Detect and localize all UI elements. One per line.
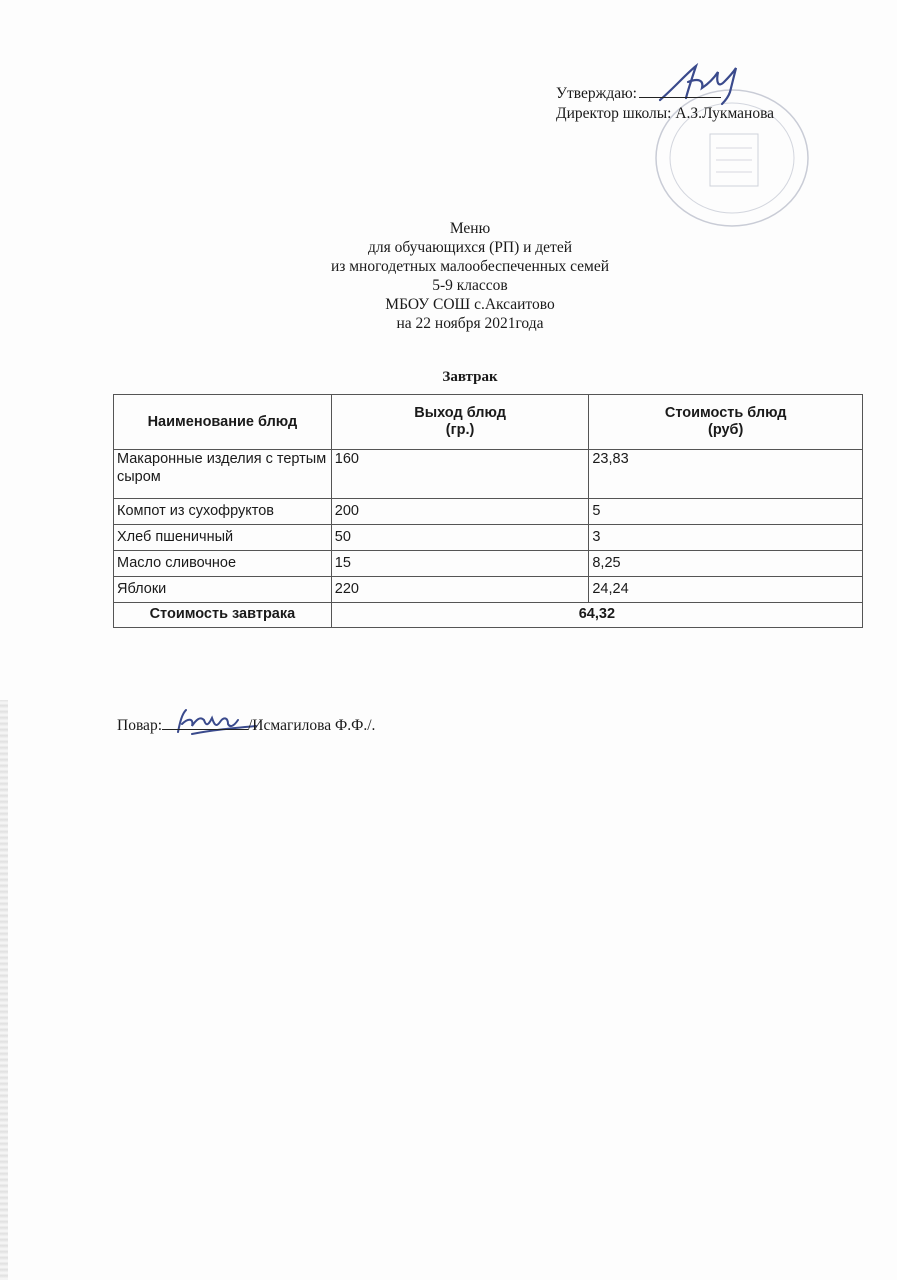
title-line-5: МБОУ СОШ с.Аксаитово — [385, 296, 555, 313]
total-row — [114, 603, 863, 628]
dish-name-cell: Макаронные изделия с тертым сыром — [114, 450, 332, 499]
dish-price-cell: 8,25 — [589, 551, 863, 577]
total-value-cell: 64,32 — [331, 603, 862, 628]
title-line-6: на 22 ноября 2021года — [396, 315, 544, 332]
cook-label: Повар: — [117, 717, 162, 734]
table-row — [114, 499, 863, 525]
table-row — [114, 450, 863, 499]
director-line: Директор школы: А.З.Лукманова — [556, 105, 775, 122]
dish-name-cell: Масло сливочное — [114, 551, 332, 577]
cook-signature-line — [162, 715, 248, 730]
dish-weight-cell: 220 — [331, 577, 589, 603]
director-signature-line — [639, 97, 721, 98]
table-row — [114, 577, 863, 603]
dish-price-cell: 5 — [589, 499, 863, 525]
header-dish-name — [114, 395, 332, 450]
dish-price-cell: 23,83 — [589, 450, 863, 499]
table-header-row — [114, 395, 863, 450]
cook-signature-block — [117, 715, 375, 735]
header-dish-name-text: Наименование блюд — [147, 413, 298, 430]
approve-label: Утверждаю: — [556, 85, 637, 102]
dish-name-cell: Яблоки — [114, 577, 332, 603]
header-weight-line1: Выход блюд — [414, 405, 506, 421]
header-price-line2: (руб) — [708, 422, 744, 438]
dish-weight-cell: 160 — [331, 450, 589, 499]
cook-name: /Исмагилова Ф.Ф./. — [248, 717, 376, 734]
header-price-line1: Стоимость блюд — [664, 405, 787, 421]
dish-weight-cell: 15 — [331, 551, 589, 577]
document-title — [230, 219, 710, 333]
header-weight-line2: (гр.) — [445, 422, 475, 438]
menu-table — [113, 394, 863, 628]
title-line-4: 5-9 классов — [432, 277, 508, 294]
scan-edge-noise — [0, 700, 8, 1280]
table-row — [114, 551, 863, 577]
approval-block — [556, 84, 774, 123]
table-row — [114, 525, 863, 551]
dish-name-cell: Хлеб пшеничный — [114, 525, 332, 551]
header-weight — [331, 395, 589, 450]
meal-title: Завтрак — [442, 369, 498, 385]
dish-price-cell: 24,24 — [589, 577, 863, 603]
dish-price-cell: 3 — [589, 525, 863, 551]
total-label-cell: Стоимость завтрака — [114, 603, 332, 628]
header-price — [589, 395, 863, 450]
dish-name-cell: Компот из сухофруктов — [114, 499, 332, 525]
title-line-1: Меню — [449, 220, 491, 237]
dish-weight-cell: 200 — [331, 499, 589, 525]
dish-weight-cell: 50 — [331, 525, 589, 551]
title-line-3: из многодетных малообеспеченных семей — [330, 258, 610, 275]
title-line-2: для обучающихся (РП) и детей — [368, 239, 572, 256]
